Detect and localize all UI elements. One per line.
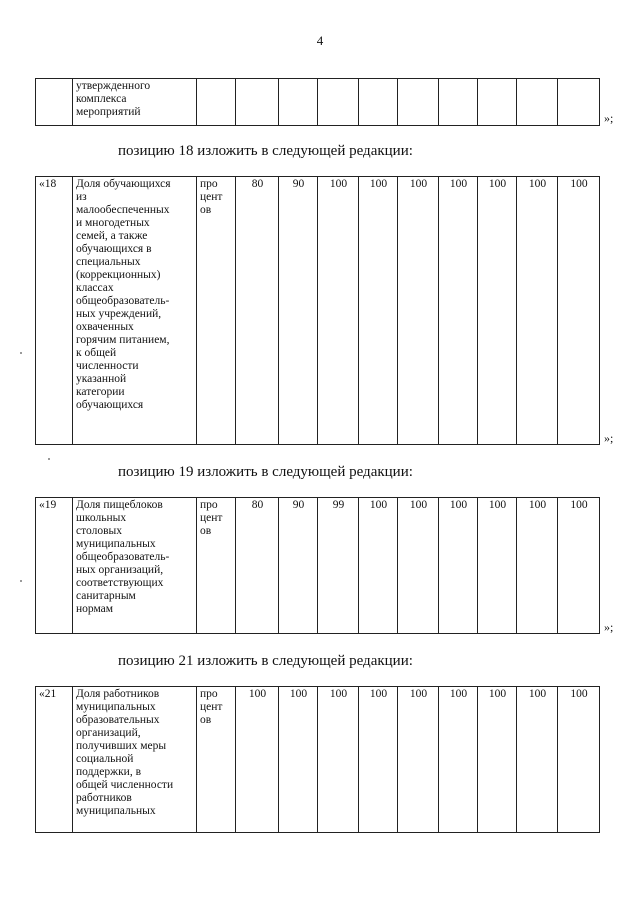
description-cell bbox=[73, 79, 197, 126]
description-text: Доля пищеблоков школьных столовых муниципальных общеобразователь- ных организаций, соответствующих санитарным нормам bbox=[76, 499, 170, 615]
value-cell: 80 bbox=[236, 498, 279, 634]
unit-cell bbox=[197, 687, 236, 833]
value-cell bbox=[236, 79, 279, 126]
description-cell bbox=[73, 177, 197, 445]
value-cell: 100 bbox=[359, 177, 398, 445]
description-text: Доля обучающихся из малообеспеченных и многодетных семей, а также обучающихся в специальных (коррекционных) классах общеобразователь- ных учреждений, охваченных горячим питанием, к общей численности указанной категории обучающихся bbox=[76, 178, 171, 411]
position-number: «19 bbox=[36, 498, 73, 634]
value-cell: 100 bbox=[517, 177, 558, 445]
value-cell: 90 bbox=[279, 177, 318, 445]
position-19-table bbox=[35, 497, 600, 634]
value-cell: 100 bbox=[318, 687, 359, 833]
table-row bbox=[36, 79, 600, 126]
table-row bbox=[36, 177, 600, 445]
number-cell bbox=[36, 79, 73, 126]
unit-cell bbox=[197, 177, 236, 445]
value-cell bbox=[359, 79, 398, 126]
description-text: Доля работников муниципальных образовательных организаций, получивших меры социальной поддержки, в общей численности работников муниципальных bbox=[76, 688, 174, 817]
value-cell: 100 bbox=[359, 687, 398, 833]
unit-cell bbox=[197, 498, 236, 634]
value-cell: 100 bbox=[478, 687, 517, 833]
value-cell: 100 bbox=[398, 498, 439, 634]
instruction-position-21: позицию 21 изложить в следующей редакции: bbox=[118, 653, 413, 669]
top-fragment-table bbox=[35, 78, 600, 126]
value-cell bbox=[398, 79, 439, 126]
scan-artifact bbox=[48, 458, 50, 460]
page-number: 4 bbox=[316, 33, 324, 48]
position-number: «18 bbox=[36, 177, 73, 445]
value-cell: 100 bbox=[517, 687, 558, 833]
value-cell bbox=[558, 79, 600, 126]
unit-text: про цент ов bbox=[200, 499, 223, 537]
value-cell bbox=[439, 79, 478, 126]
value-cell bbox=[517, 79, 558, 126]
value-cell: 100 bbox=[558, 177, 600, 445]
scan-artifact bbox=[20, 352, 22, 354]
position-18-table bbox=[35, 176, 600, 445]
value-cell: 100 bbox=[359, 498, 398, 634]
instruction-position-18: позицию 18 изложить в следующей редакции: bbox=[118, 143, 413, 159]
table-row bbox=[36, 498, 600, 634]
instruction-position-19: позицию 19 изложить в следующей редакции: bbox=[118, 464, 413, 480]
value-cell: 100 bbox=[439, 177, 478, 445]
value-cell: 90 bbox=[279, 498, 318, 634]
closing-quote-mark: »; bbox=[604, 111, 614, 125]
value-cell: 100 bbox=[439, 498, 478, 634]
value-cell: 100 bbox=[318, 177, 359, 445]
value-cell: 100 bbox=[236, 687, 279, 833]
description-cell bbox=[73, 498, 197, 634]
unit-cell bbox=[197, 79, 236, 126]
value-cell: 100 bbox=[558, 498, 600, 634]
scan-artifact bbox=[20, 580, 22, 582]
value-cell: 100 bbox=[517, 498, 558, 634]
position-21-table bbox=[35, 686, 600, 833]
table-row bbox=[36, 687, 600, 833]
description-text: утвержденного комплекса мероприятий bbox=[76, 80, 151, 118]
value-cell: 100 bbox=[478, 498, 517, 634]
value-cell: 99 bbox=[318, 498, 359, 634]
position-number: «21 bbox=[36, 687, 73, 833]
closing-quote-mark: »; bbox=[604, 620, 614, 634]
value-cell: 100 bbox=[558, 687, 600, 833]
value-cell: 100 bbox=[478, 177, 517, 445]
value-cell bbox=[279, 79, 318, 126]
value-cell bbox=[478, 79, 517, 126]
value-cell: 100 bbox=[398, 177, 439, 445]
description-cell bbox=[73, 687, 197, 833]
value-cell: 100 bbox=[398, 687, 439, 833]
unit-text: про цент ов bbox=[200, 178, 223, 216]
value-cell: 100 bbox=[279, 687, 318, 833]
value-cell bbox=[318, 79, 359, 126]
value-cell: 80 bbox=[236, 177, 279, 445]
value-cell: 100 bbox=[439, 687, 478, 833]
closing-quote-mark: »; bbox=[604, 431, 614, 445]
unit-text: про цент ов bbox=[200, 688, 223, 726]
